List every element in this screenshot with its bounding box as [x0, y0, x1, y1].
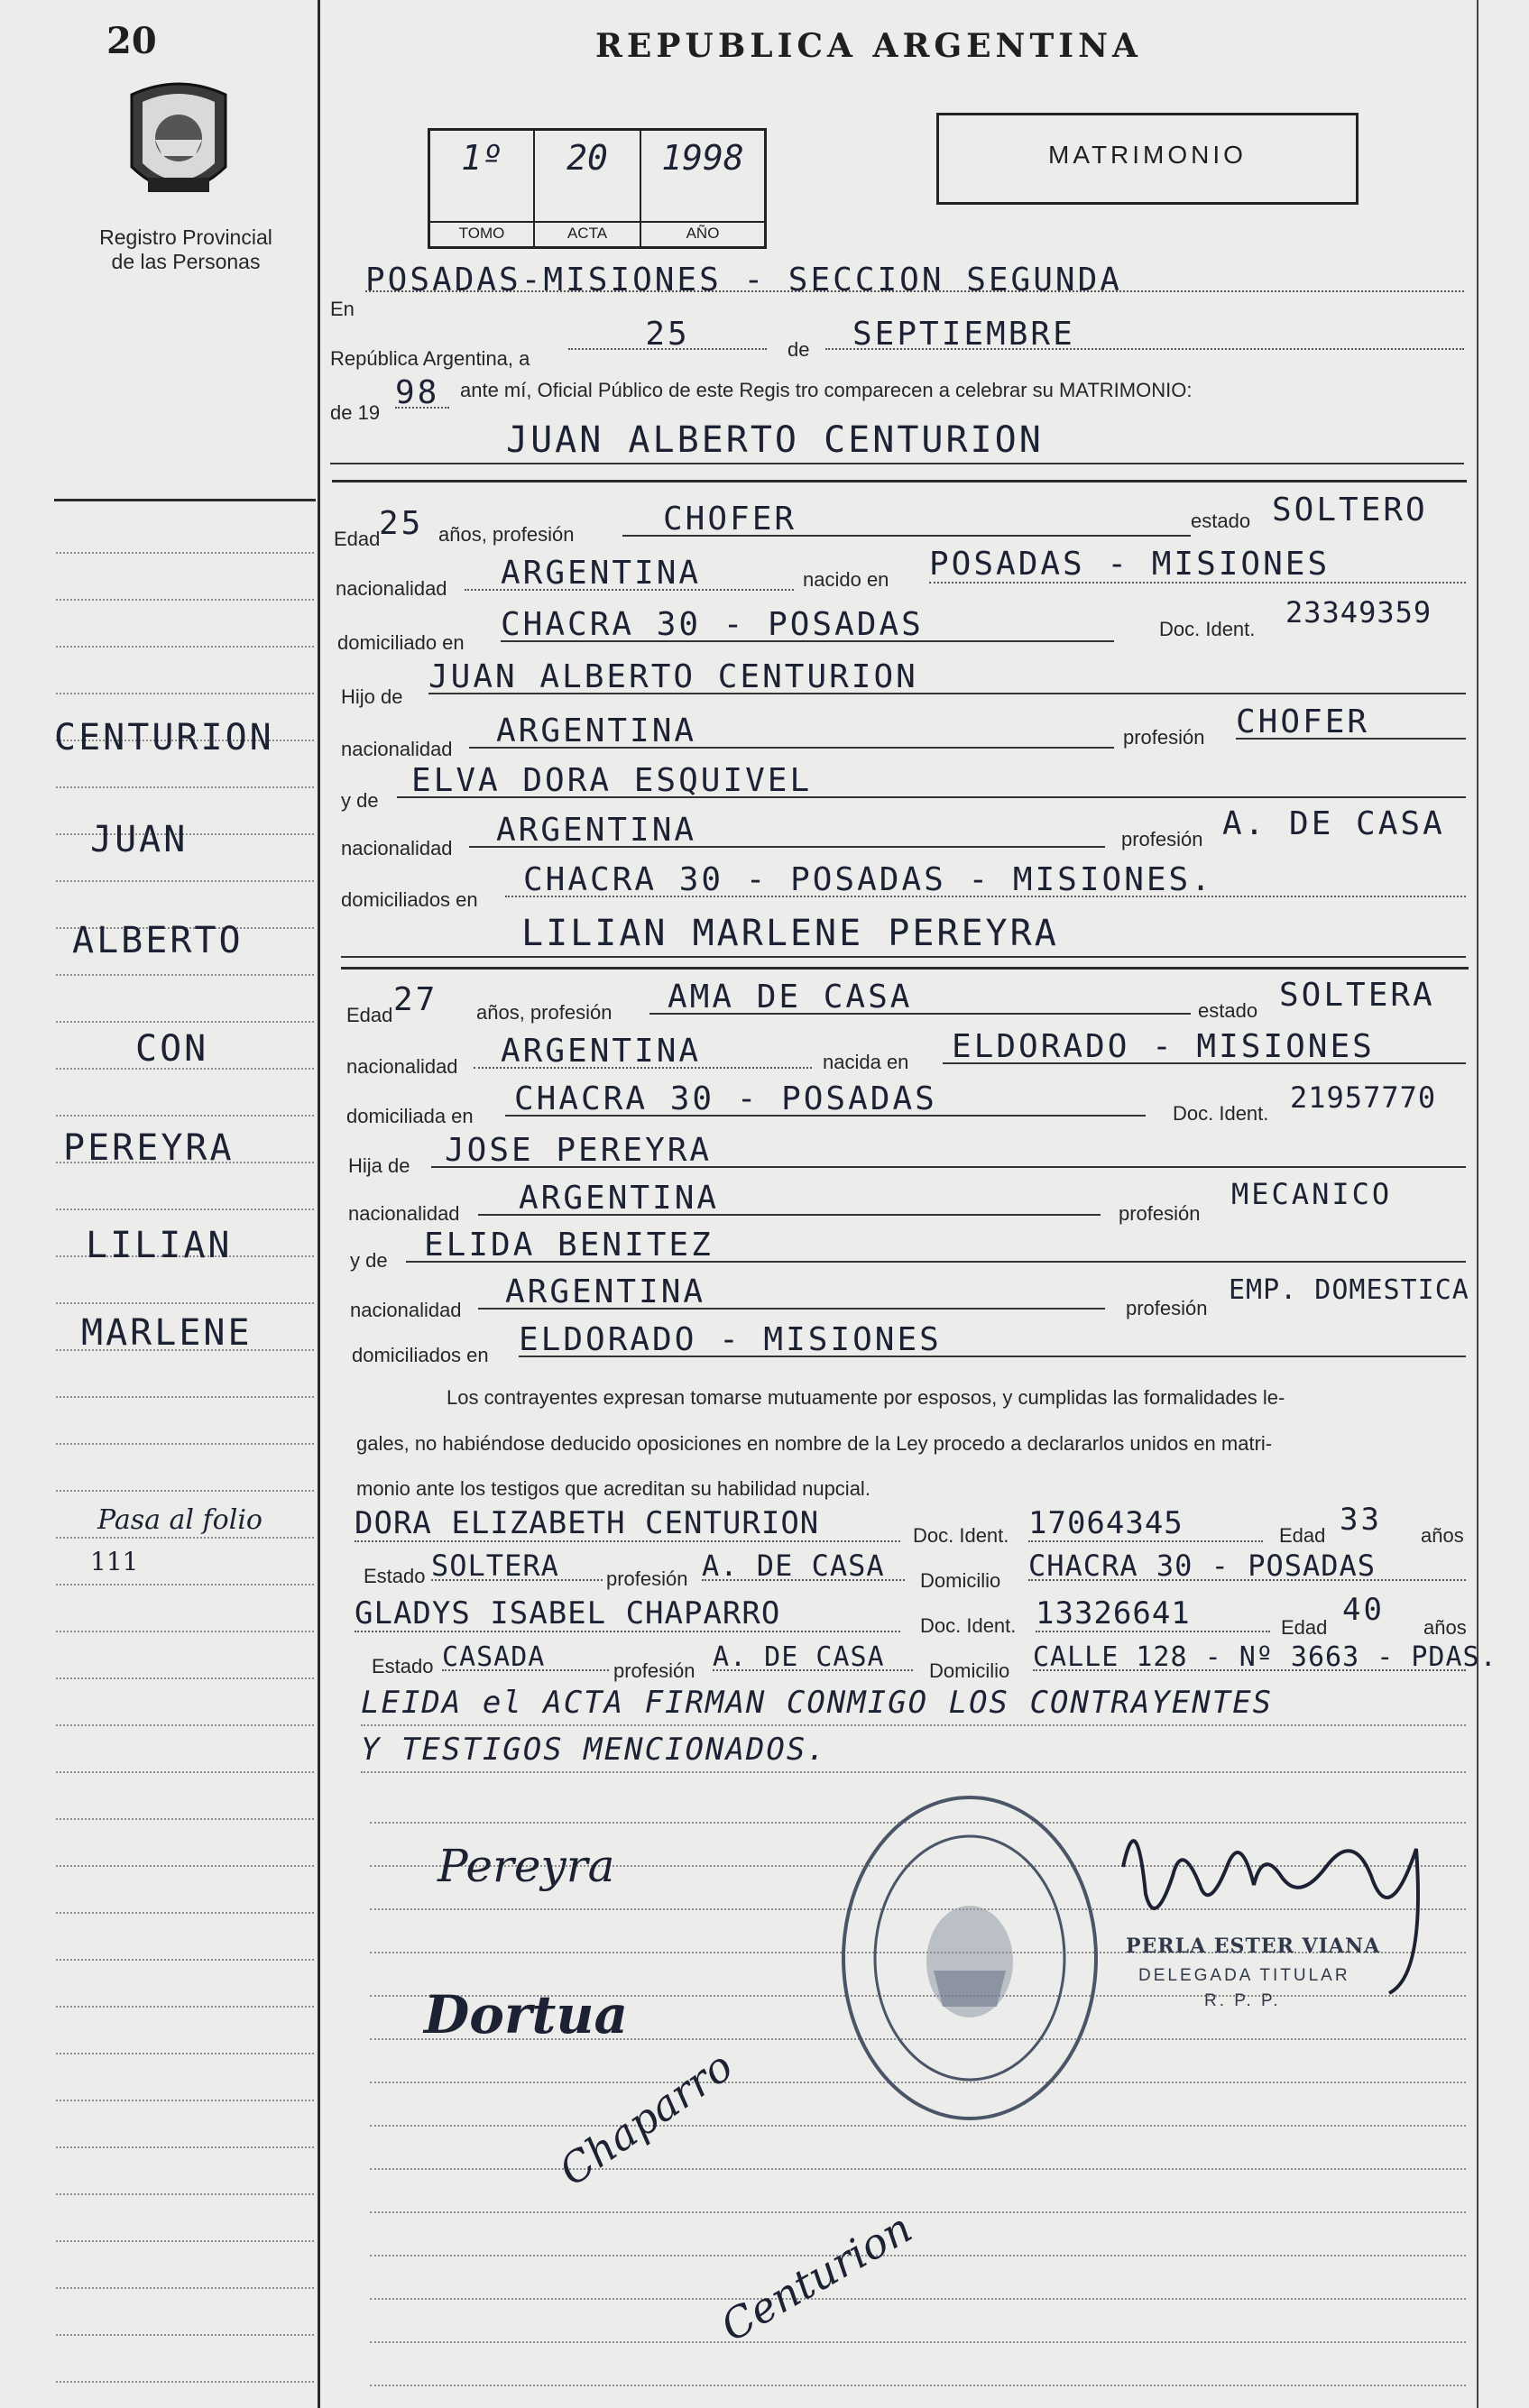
signature-2: Dortua: [424, 1984, 629, 2045]
groom-mother: ELVA DORA ESQUIVEL: [411, 762, 813, 799]
margin-rule-line: [56, 2381, 314, 2383]
registry-line2: de las Personas: [111, 250, 261, 273]
witness2-name: GLADYS ISABEL CHAPARRO: [355, 1595, 781, 1631]
witness1-domicile: CHACRA 30 - POSADAS: [1028, 1549, 1377, 1583]
tomo-label: TOMO: [430, 221, 533, 243]
bride-mother-prof: EMP. DOMESTICA: [1229, 1274, 1469, 1306]
groom-mother-prof-label: profesión: [1121, 828, 1203, 850]
margin-rule-line: [56, 1631, 314, 1632]
margin-rule-line: [56, 2334, 314, 2336]
bride-doc: 21957770: [1290, 1080, 1437, 1115]
republica-label: República Argentina, a: [330, 347, 530, 370]
witness2-doc-label: Doc. Ident.: [920, 1614, 1017, 1637]
margin-rule-line: [56, 693, 314, 694]
witness1-name-field: [355, 1504, 900, 1542]
day-value: 25: [645, 316, 690, 353]
margin-rule-line: [56, 1865, 314, 1867]
bride-mother-nat-field: [478, 1273, 1105, 1310]
groom-nationality-field: [465, 555, 794, 591]
margin-name3: LILIAN: [86, 1225, 233, 1266]
witness2-estado-field: [442, 1637, 609, 1671]
margin-rule-line: [56, 974, 314, 976]
bride-parents-dom-field: [519, 1321, 1466, 1357]
closing-line1: LEIDA el ACTA FIRMAN CONMIGO LOS CONTRAYENTES: [361, 1685, 1274, 1721]
margin-rule-line: [56, 2100, 314, 2101]
groom-mother-nat-field: [469, 812, 1105, 848]
margin-rule-line: [56, 1115, 314, 1117]
registry-line1: Registro Provincial: [99, 225, 272, 249]
witness1-doc-field: [1028, 1504, 1263, 1542]
groom-mother-nat-label: nacionalidad: [341, 837, 453, 859]
witness2-doc-field: [1036, 1595, 1270, 1632]
groom-parents-dom-field: [505, 861, 1466, 897]
acta-label: ACTA: [535, 221, 640, 243]
margin-rule-line: [56, 786, 314, 788]
groom-born-label: nacido en: [803, 568, 889, 591]
tomo-value: 1º: [461, 138, 502, 178]
witness2-profession: A. DE CASA: [713, 1641, 885, 1673]
groom-father-nat: ARGENTINA: [496, 712, 697, 749]
witness2-prof-label: profesión: [613, 1659, 695, 1682]
form-left-border: [318, 0, 320, 2408]
bride-nationality-field: [474, 1033, 812, 1069]
margin-rule-line: [56, 1912, 314, 1914]
margin-rule-line: [56, 2193, 314, 2195]
witness2-anos-label: años: [1423, 1616, 1467, 1639]
groom-father: JUAN ALBERTO CENTURION: [428, 658, 918, 695]
main-rule-line: [370, 2211, 1466, 2213]
ano-cell: [641, 131, 764, 246]
bride-estado-label: estado: [1198, 999, 1258, 1022]
official-name: PERLA ESTER VIANA: [1126, 1935, 1381, 1958]
margin-name1: JUAN: [90, 819, 189, 860]
margin-note: Pasa al folio: [97, 1504, 263, 1536]
bride-born-field: [943, 1028, 1466, 1064]
witness2-edad-label: Edad: [1281, 1616, 1328, 1639]
groom-age: 25: [379, 505, 424, 542]
margin-folio: 111: [90, 1547, 139, 1576]
groom-edad-label: Edad: [334, 528, 381, 550]
margin-rule-line: [56, 1209, 314, 1210]
margin-rule-line: [56, 1677, 314, 1679]
form-right-border: [1477, 0, 1478, 2408]
witness2-dom-field: [1033, 1637, 1497, 1673]
bride-profession-label: años, profesión: [476, 1001, 613, 1024]
tomo-acta-ano-table: [428, 128, 767, 249]
registry-name: [87, 225, 285, 274]
witness2-prof-field: [713, 1637, 913, 1671]
margin-rule-line: [56, 599, 314, 601]
official-title: DELEGADA TITULAR: [1138, 1966, 1350, 1985]
groom-profession: CHOFER: [663, 501, 797, 538]
groom-mother-label: y de: [341, 789, 379, 812]
day-field: [568, 316, 767, 353]
margin-rule-line: [56, 1771, 314, 1773]
groom-born-field: [929, 546, 1466, 584]
bride-born: ELDORADO - MISIONES: [952, 1028, 1375, 1065]
groom-father-nat-label: nacionalidad: [341, 738, 453, 760]
witness1-doc: 17064345: [1028, 1505, 1184, 1541]
bride-born-label: nacida en: [823, 1051, 909, 1073]
bride-domicile-label: domiciliada en: [346, 1105, 474, 1127]
witness2-doc: 13326641: [1036, 1595, 1191, 1631]
witness2-estado: CASADA: [442, 1641, 546, 1673]
groom-profession-label: años, profesión: [438, 523, 575, 546]
witness1-prof-field: [702, 1547, 905, 1581]
witness1-estado-field: [431, 1547, 603, 1581]
bride-father-label: Hija de: [348, 1154, 410, 1177]
witness2-name-field: [355, 1595, 900, 1632]
groom-mother-field: [397, 762, 1466, 798]
margin-rule-line: [56, 1959, 314, 1961]
groom-nationality-label: nacionalidad: [336, 577, 447, 600]
month-value: SEPTIEMBRE: [852, 316, 1075, 353]
groom-profession-field: [622, 501, 1191, 537]
main-rule-line: [370, 2255, 1466, 2256]
bride-age: 27: [393, 981, 438, 1018]
groom-parents-dom-label: domiciliados en: [341, 888, 478, 911]
acta-cell: [535, 131, 641, 246]
margin-rule-line: [56, 2146, 314, 2148]
main-rule-line: [370, 2168, 1466, 2170]
groom-estado: SOLTERO: [1272, 492, 1428, 528]
groom-doc: 23349359: [1285, 595, 1432, 630]
margin-name4: MARLENE: [81, 1312, 253, 1354]
acta-value: 20: [566, 138, 608, 178]
bride-mother-nat-label: nacionalidad: [350, 1299, 462, 1321]
witness1-anos-label: años: [1421, 1524, 1464, 1547]
place-value: [365, 262, 1464, 299]
bride-profession-field: [649, 979, 1191, 1015]
witness2-dom-label: Domicilio: [929, 1659, 1010, 1682]
margin-rule-line: [56, 2287, 314, 2289]
signature-4: Centurion: [713, 2202, 920, 2351]
statement-line2: gales, no habiéndose deducido oposiciones en nombre de la Ley procedo a declararlos unidos en matri-: [356, 1432, 1273, 1455]
witness1-dom-field: [1028, 1547, 1466, 1581]
witness1-age: 33: [1340, 1502, 1382, 1538]
witness1-profession: A. DE CASA: [702, 1549, 885, 1583]
groom-father-field: [428, 658, 1466, 694]
margin-rule-line: [56, 1818, 314, 1820]
bride-parents-dom-label: domiciliados en: [352, 1344, 489, 1366]
bride-father-nat-label: nacionalidad: [348, 1202, 460, 1225]
bride-father-nat: ARGENTINA: [519, 1180, 720, 1217]
groom-father-prof-label: profesión: [1123, 726, 1205, 749]
bride-father-prof-label: profesión: [1119, 1202, 1201, 1225]
groom-father-label: Hijo de: [341, 685, 403, 708]
closing-line2: Y TESTIGOS MENCIONADOS.: [361, 1732, 827, 1768]
groom-section-top-rule: [332, 480, 1467, 483]
bride-father: JOSE PEREYRA: [445, 1132, 713, 1169]
margin-name2: ALBERTO: [72, 920, 244, 961]
closing-line2-field: [361, 1732, 1466, 1773]
bride-mother-field: [406, 1227, 1466, 1263]
ano-label: AÑO: [641, 221, 764, 243]
signature-3: Chaparro: [550, 2041, 741, 2196]
groom-born: POSADAS - MISIONES: [929, 546, 1331, 583]
groom-domicile-label: domiciliado en: [337, 631, 465, 654]
bride-mother: ELIDA BENITEZ: [424, 1227, 714, 1264]
groom-father-prof: CHOFER: [1236, 703, 1370, 740]
de19-label: de 19: [330, 401, 381, 424]
groom-parents-dom: CHACRA 30 - POSADAS - MISIONES.: [523, 861, 1213, 898]
country-title: REPUBLICA ARGENTINA: [595, 27, 1142, 65]
de-label: de: [788, 338, 810, 361]
statement-line1: Los contrayentes expresan tomarse mutuamente por esposos, y cumplidas las formalidades le-: [447, 1386, 1285, 1409]
witness1-prof-label: profesión: [606, 1567, 688, 1590]
margin-rule-line: [56, 1584, 314, 1585]
closing-line1-field: [361, 1685, 1466, 1726]
bride-name: LILIAN MARLENE PEREYRA: [521, 913, 1059, 954]
margin-rule-line: [56, 1490, 314, 1492]
bride-estado: SOLTERA: [1279, 977, 1435, 1014]
margin-rule-line: [56, 1724, 314, 1726]
place-text: POSADAS-MISIONES - SECCION SEGUNDA: [365, 262, 1122, 299]
year-field: [395, 374, 449, 409]
margin-rule-line: [56, 1021, 314, 1023]
bride-nationality-label: nacionalidad: [346, 1055, 458, 1078]
bride-name-field: [341, 913, 1466, 958]
groom-name-field: [330, 419, 1464, 464]
en-label: En: [330, 298, 355, 320]
groom-domicile: CHACRA 30 - POSADAS: [501, 606, 924, 643]
month-field: [825, 316, 1464, 353]
page-number: 20: [106, 20, 157, 62]
official-org: R. P. P.: [1204, 1991, 1281, 2010]
margin-rule-line: [56, 2240, 314, 2242]
witness1-estado: SOLTERA: [431, 1549, 559, 1583]
witness2-domicile: CALLE 128 - Nº 3663 - PDAS.: [1033, 1641, 1497, 1673]
margin-top-rule: [54, 499, 316, 501]
year-value: 98: [395, 374, 440, 411]
groom-father-nat-field: [469, 712, 1114, 749]
groom-mother-nat: ARGENTINA: [496, 812, 697, 849]
margin-rule-line: [56, 2006, 314, 2008]
main-rule-line: [370, 2385, 1466, 2386]
margin-surname2: PEREYRA: [63, 1127, 235, 1169]
witness2-estado-label: Estado: [372, 1655, 434, 1677]
main-rule-line: [370, 2341, 1466, 2343]
margin-rule-line: [56, 646, 314, 648]
bride-domicile: CHACRA 30 - POSADAS: [514, 1080, 937, 1117]
witness2-age: 40: [1342, 1592, 1385, 1628]
groom-doc-label: Doc. Ident.: [1159, 618, 1256, 640]
margin-rule-line: [56, 1443, 314, 1445]
statement-line3: monio ante los testigos que acreditan su habilidad nupcial.: [356, 1477, 870, 1500]
bride-father-prof: MECANICO: [1231, 1177, 1393, 1211]
groom-father-prof-field: [1236, 703, 1466, 740]
groom-name: JUAN ALBERTO CENTURION: [506, 419, 1044, 461]
groom-mother-prof: A. DE CASA: [1222, 805, 1445, 842]
bride-mother-nat: ARGENTINA: [505, 1273, 706, 1310]
bride-profession: AMA DE CASA: [668, 979, 913, 1016]
margin-con: CON: [135, 1028, 209, 1070]
bride-domicile-field: [505, 1080, 1146, 1117]
declaration-text: ante mí, Oficial Público de este Regis tro comparecen a celebrar su MATRIMONIO:: [460, 379, 1193, 401]
margin-rule-line: [56, 1302, 314, 1304]
bride-section-top-rule: [341, 967, 1469, 970]
bride-edad-label: Edad: [346, 1004, 393, 1026]
margin-rule-line: [56, 1396, 314, 1398]
act-type: MATRIMONIO: [1048, 141, 1247, 169]
witness1-estado-label: Estado: [364, 1565, 426, 1587]
bride-parents-dom: ELDORADO - MISIONES: [519, 1321, 942, 1358]
tomo-cell: [430, 131, 535, 246]
witness1-doc-label: Doc. Ident.: [913, 1524, 1009, 1547]
witness1-name: DORA ELIZABETH CENTURION: [355, 1505, 820, 1541]
bride-mother-label: y de: [350, 1249, 388, 1272]
groom-estado-label: estado: [1191, 510, 1251, 532]
margin-rule-line: [56, 880, 314, 882]
margin-rule-line: [56, 552, 314, 554]
witness1-edad-label: Edad: [1279, 1524, 1326, 1547]
act-type-box: [936, 113, 1359, 205]
bride-father-field: [431, 1132, 1466, 1168]
margin-rule-line: [56, 1537, 314, 1539]
provincial-seal: [123, 77, 235, 213]
bride-father-nat-field: [478, 1180, 1101, 1216]
bride-mother-prof-label: profesión: [1126, 1297, 1208, 1319]
bride-nationality: ARGENTINA: [501, 1033, 702, 1070]
groom-nationality: ARGENTINA: [501, 555, 702, 592]
groom-domicile-field: [501, 606, 1114, 642]
margin-surname: CENTURION: [54, 717, 274, 758]
bride-doc-label: Doc. Ident.: [1173, 1102, 1269, 1125]
margin-rule-line: [56, 2053, 314, 2054]
ano-value: 1998: [661, 138, 744, 178]
signature-1: Pereyra: [438, 1840, 615, 1892]
official-round-stamp: [834, 1790, 1105, 2130]
witness1-dom-label: Domicilio: [920, 1569, 1001, 1592]
main-rule-line: [370, 2298, 1466, 2300]
